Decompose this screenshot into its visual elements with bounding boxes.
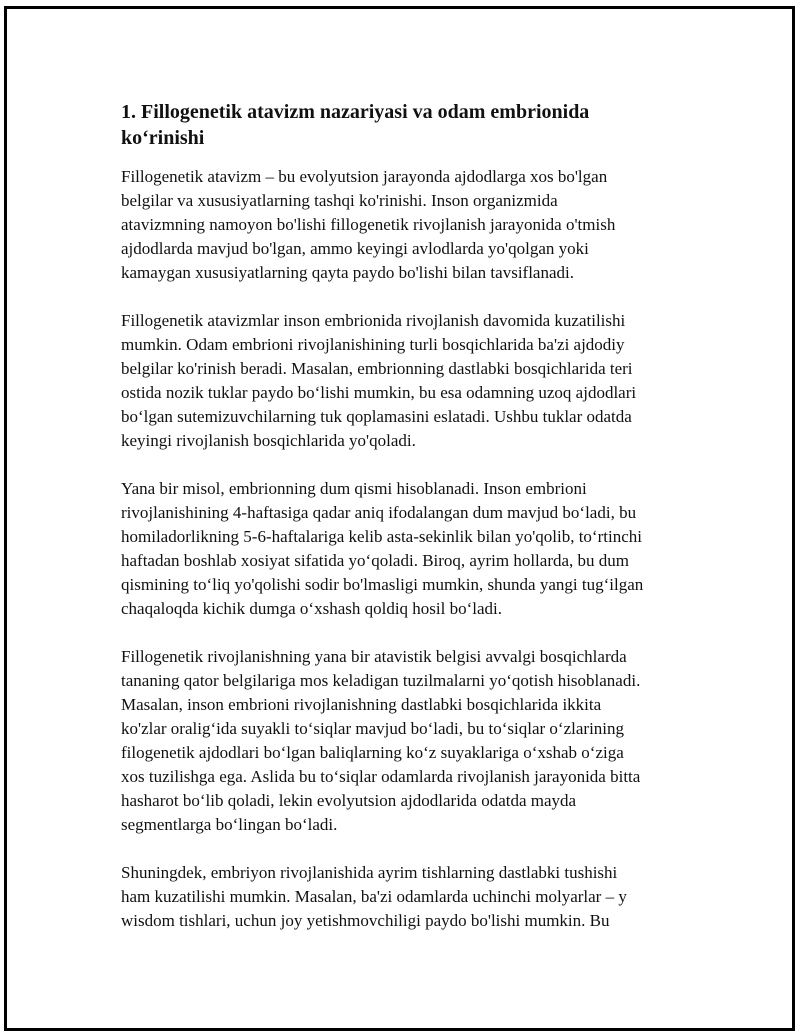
paragraph-2 [121, 309, 691, 453]
section-heading [121, 99, 691, 151]
text-line: Yana bir misol, embrionning dum qismi hisoblanadi. Inson embrioni [121, 479, 587, 498]
paragraph-3 [121, 477, 691, 621]
text-line: tananing qator belgilariga mos keladigan tuzilmalarni yo‘qotish hisoblanadi. [121, 671, 641, 690]
text-line: segmentlarga bo‘lingan bo‘ladi. [121, 815, 338, 834]
text-line: homiladorlikning 5-6-haftalariga kelib asta-sekinlik bilan yo'qolib, to‘rtinchi [121, 527, 642, 546]
text-line: Shuningdek, embriyon rivojlanishida ayrim tishlarning dastlabki tushishi [121, 863, 618, 882]
text-line: ostida nozik tuklar paydo bo‘lishi mumkin, bu esa odamning uzoq ajdodlari [121, 383, 637, 402]
text-line: wisdom tishlari, uchun joy yetishmovchiligi paydo bo'lishi mumkin. Bu [121, 911, 610, 930]
page-frame [4, 6, 795, 1031]
heading-line: ko‘rinishi [121, 127, 205, 149]
text-line: Fillogenetik rivojlanishning yana bir atavistik belgisi avvalgi bosqichlarda [121, 647, 627, 666]
text-line: xos tuzilishga ega. Aslida bu to‘siqlar odamlarda rivojlanish jarayonida bitta [121, 767, 641, 786]
heading-line: 1. Fillogenetik atavizm nazariyasi va odam embrionida [121, 101, 590, 123]
text-line: hasharot bo‘lib qoladi, lekin evolyutsion ajdodlarida odatda mayda [121, 791, 577, 810]
text-line: keyingi rivojlanish bosqichlarida yo'qoladi. [121, 431, 416, 450]
paragraph-4 [121, 645, 691, 837]
text-line: mumkin. Odam embrioni rivojlanishining turli bosqichlarida ba'zi ajdodiy [121, 335, 625, 354]
text-line: atavizmning namoyon bo'lishi fillogenetik rivojlanish jarayonida o'tmish [121, 215, 616, 234]
text-line: bo‘lgan sutemizuvchilarning tuk qoplamasini eslatadi. Ushbu tuklar odatda [121, 407, 632, 426]
text-line: chaqaloqda kichik dumga o‘xshash qoldiq hosil bo‘ladi. [121, 599, 503, 618]
document-body [121, 99, 691, 957]
text-line: ko'zlar oralig‘ida suyakli to‘siqlar mavjud bo‘ladi, bu to‘siqlar o‘zlarining [121, 719, 625, 738]
text-line: belgilar ko'rinish beradi. Masalan, embrionning dastlabki bosqichlarida teri [121, 359, 633, 378]
text-line: Masalan, inson embrioni rivojlanishning dastlabki bosqichlarida ikkita [121, 695, 602, 714]
text-line: ajdodlarda mavjud bo'lgan, ammo keyingi avlodlarda yo'qolgan yoki [121, 239, 589, 258]
text-line: filogenetik ajdodlari bo‘lgan baliqlarning ko‘z suyaklariga o‘xshab o‘ziga [121, 743, 624, 762]
text-line: belgilar va xususiyatlarning tashqi ko'rinishi. Inson organizmida [121, 191, 558, 210]
text-line: qismining to‘liq yo'qolishi sodir bo'lmasligi mumkin, shunda yangi tug‘ilgan [121, 575, 644, 594]
text-line: rivojlanishining 4-haftasiga qadar aniq ifodalangan dum mavjud bo‘ladi, bu [121, 503, 637, 522]
text-line: ham kuzatilishi mumkin. Masalan, ba'zi odamlarda uchinchi molyarlar – y [121, 887, 627, 906]
paragraph-5 [121, 861, 691, 933]
text-line: kamaygan xususiyatlarning qayta paydo bo'lishi bilan tavsiflanadi. [121, 263, 574, 282]
paragraph-1 [121, 165, 691, 285]
text-line: haftadan boshlab xosiyat sifatida yo‘qoladi. Biroq, ayrim hollarda, bu dum [121, 551, 629, 570]
text-line: Fillogenetik atavizmlar inson embrionida rivojlanish davomida kuzatilishi [121, 311, 626, 330]
text-line: Fillogenetik atavizm – bu evolyutsion jarayonda ajdodlarga xos bo'lgan [121, 167, 608, 186]
